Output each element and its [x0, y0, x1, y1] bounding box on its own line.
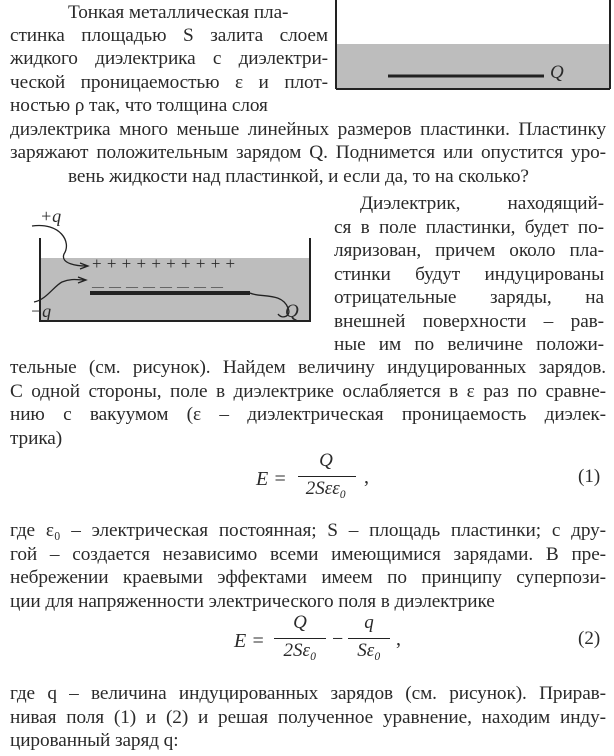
text-line: цированный заряд q:: [10, 730, 179, 751]
label-plus-q: +q: [40, 206, 62, 226]
plus-charges: + + + + + + + + + +: [92, 254, 236, 273]
text-line: ляризован, причем около пла-: [334, 240, 604, 261]
text-line: ции для напряженности электрического поля в диэлектрике: [10, 591, 495, 612]
text-line: тельные (см. рисунок). Найдем величину индуцированных зарядов.: [10, 357, 606, 378]
eq2-denominator-1: 2Sε₀: [283, 640, 317, 661]
text-line: небрежении краевыми эффектами имеем по принципу суперпози-: [10, 567, 606, 588]
label-minus-q: −q: [30, 301, 52, 321]
eq2-minus: −: [332, 628, 344, 650]
text-line: гой – создается независимо всеми имеющимися зарядами. В пре-: [10, 544, 606, 565]
text-line: Тонкая металлическая пла-: [68, 2, 289, 23]
eq1-denominator: 2Sεε₀: [305, 478, 347, 499]
text-line: нию с вакуумом (ε – диэлектрическая проницаемость диэлек-: [10, 404, 606, 425]
eq2-numerator-2: q: [364, 612, 374, 633]
text-line: отрицательные заряды, на: [334, 287, 604, 308]
text-line: Диэлектрик, находящий-: [360, 193, 604, 214]
eq1-numerator: Q: [319, 450, 333, 471]
text-line: внешней поверхности – рав-: [334, 311, 604, 332]
minus-charges: — — — — — — — —: [92, 279, 224, 293]
text-line: где q – величина индуцированных зарядов (см. рисунок). Прирав-: [10, 683, 606, 704]
text-line: ческой проницаемостью ε и плот-: [10, 72, 328, 93]
figure-1: [334, 0, 614, 95]
text-line: ностью ρ так, что толщина слоя: [10, 95, 268, 116]
figure-1-label: Q: [550, 62, 564, 83]
eq2-fraction-bar-2: [348, 638, 390, 639]
eq2-lhs: E =: [234, 630, 265, 652]
eq2-numerator-1: Q: [293, 612, 307, 633]
eq1-fraction-bar: [298, 476, 356, 477]
eq2-number: (2): [578, 628, 601, 649]
text-line: заряжают положительным зарядом Q. Поднимется или опустится уро-: [10, 142, 606, 163]
text-line: диэлектрика много меньше линейных размеров пластинки. Пластинку: [10, 119, 606, 140]
eq2-denominator-2: Sε₀: [357, 640, 381, 661]
label-q: Q: [285, 301, 299, 322]
eq1-lhs: E =: [256, 468, 287, 490]
text-line: стинки будут индуцированы: [334, 264, 604, 285]
eq1-number: (1): [578, 466, 601, 487]
eq1-comma: ,: [364, 466, 369, 488]
text-line: С одной стороны, поле в диэлектрике ослабляется в ε раз по сравне-: [10, 381, 606, 402]
eq2-fraction-bar-1: [274, 638, 326, 639]
text-line: ся в поле пластинки, будет по-: [334, 217, 604, 238]
text-line: трика): [10, 428, 63, 449]
text-line: вень жидкости над пластинкой, и если да, то на сколько?: [68, 166, 529, 187]
eq2-comma: ,: [396, 628, 401, 650]
text-line: нивая поля (1) и (2) и решая полученное уравнение, находим инду-: [10, 707, 606, 728]
text-line: ные им по величине положи-: [334, 334, 604, 355]
text-line: где ε₀ – электрическая постоянная; S – площадь пластинки; с дру-: [10, 520, 606, 541]
text-line: жидкого диэлектрика с диэлектри-: [10, 48, 328, 69]
text-line: стинка площадью S залита слоем: [10, 25, 328, 46]
